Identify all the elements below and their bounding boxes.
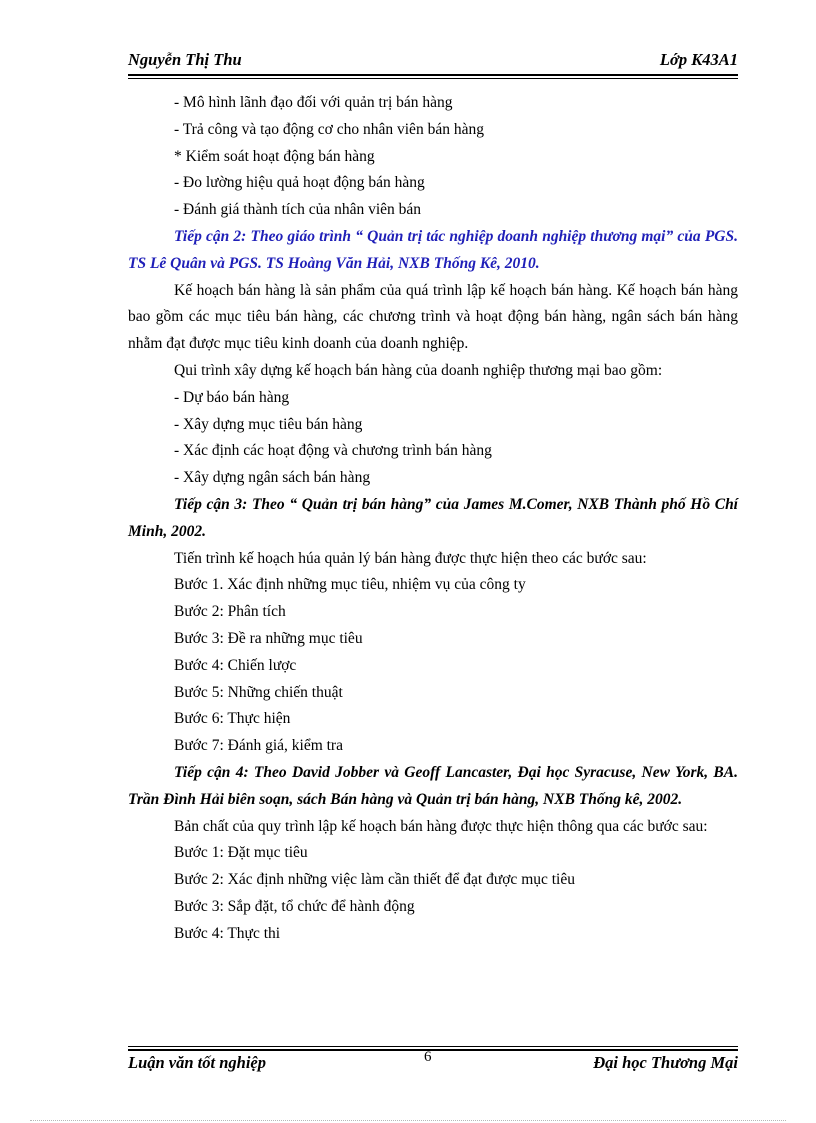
- header-rule-thick: [128, 74, 738, 76]
- page-header: [128, 50, 738, 72]
- approach-4-heading: Tiếp cận 4: Theo David Jobber và Geoff Lancaster, Đại học Syracuse, New York, BA. Trần Đình Hải biên soạn, sách Bán hàng và Quản trị bán hàng, NXB Thống kê, 2002.: [128, 763, 738, 808]
- paragraph: Tiến trình kế hoạch húa quản lý bán hàng được thực hiện theo các bước sau:: [174, 549, 647, 567]
- step-item: Bước 3: Sắp đặt, tổ chức để hành động: [174, 897, 415, 915]
- footer-university: Đại học Thương Mại: [593, 1053, 738, 1072]
- list-item: - Dự báo bán hàng: [174, 388, 290, 406]
- list-item: - Xây dựng mục tiêu bán hàng: [174, 415, 363, 433]
- paragraph: Kế hoạch bán hàng là sản phẩm của quá trình lập kế hoạch bán hàng. Kế hoạch bán hàng bao gồm các mục tiêu bán hàng, các chương trình và hoạt động bán hàng, ngân sách bán hàng nhằm đạt được mục tiêu kinh doanh của doanh nghiệp.: [128, 281, 738, 353]
- step-item: Bước 4: Chiến lược: [174, 656, 297, 674]
- footer-rule-thin: [128, 1046, 738, 1047]
- list-item: - Mô hình lãnh đạo đối với quản trị bán hàng: [174, 94, 453, 111]
- list-item: - Xây dựng ngân sách bán hàng: [174, 469, 371, 487]
- step-item: Bước 6: Thực hiện: [174, 710, 291, 728]
- list-item: - Đo lường hiệu quả hoạt động bán hàng: [174, 174, 425, 192]
- step-item: Bước 3: Đề ra những mục tiêu: [174, 629, 363, 647]
- step-item: Bước 2: Xác định những việc làm cần thiết để đạt được mục tiêu: [174, 871, 575, 889]
- header-rule-thin: [128, 78, 738, 79]
- approach-2-heading: Tiếp cận 2: Theo giáo trình “ Quản trị tác nghiệp doanh nghiệp thương mại” của PGS. TS Lê Quân và PGS. TS Hoàng Văn Hải, NXB Thống Kê, 2010.: [128, 227, 738, 272]
- step-item: Bước 1. Xác định những mục tiêu, nhiệm vụ của công ty: [174, 576, 526, 594]
- step-item: Bước 1: Đặt mục tiêu: [174, 844, 308, 862]
- list-item: - Đánh giá thành tích của nhân viên bán: [174, 201, 422, 219]
- approach-3-heading: Tiếp cận 3: Theo “ Quản trị bán hàng” của James M.Comer, NXB Thành phố Hồ Chí Minh, 2002.: [128, 495, 738, 540]
- paragraph: Bản chất của quy trình lập kế hoạch bán hàng được thực hiện thông qua các bước sau:: [174, 817, 708, 835]
- page-edge-divider: [30, 1120, 786, 1121]
- list-item: - Trả công và tạo động cơ cho nhân viên bán hàng: [174, 120, 484, 138]
- step-item: Bước 4: Thực thi: [174, 924, 281, 942]
- page-footer: [128, 1049, 738, 1077]
- header-class: Lớp K43A1: [659, 50, 738, 69]
- list-item: - Xác định các hoạt động và chương trình bán hàng: [174, 442, 492, 460]
- step-item: Bước 7: Đánh giá, kiểm tra: [174, 737, 343, 755]
- document-body: [128, 90, 738, 948]
- list-item: * Kiểm soát hoạt động bán hàng: [174, 147, 375, 165]
- footer-rule-thick: [128, 1049, 738, 1051]
- paragraph: Qui trình xây dựng kế hoạch bán hàng của doanh nghiệp thương mại bao gồm:: [174, 361, 663, 379]
- footer-thesis-label: Luận văn tốt nghiệp: [128, 1053, 266, 1072]
- header-author: Nguyễn Thị Thu: [128, 50, 242, 69]
- step-item: Bước 5: Những chiến thuật: [174, 683, 343, 701]
- page-number: 6: [424, 1049, 432, 1065]
- step-item: Bước 2: Phân tích: [174, 603, 286, 621]
